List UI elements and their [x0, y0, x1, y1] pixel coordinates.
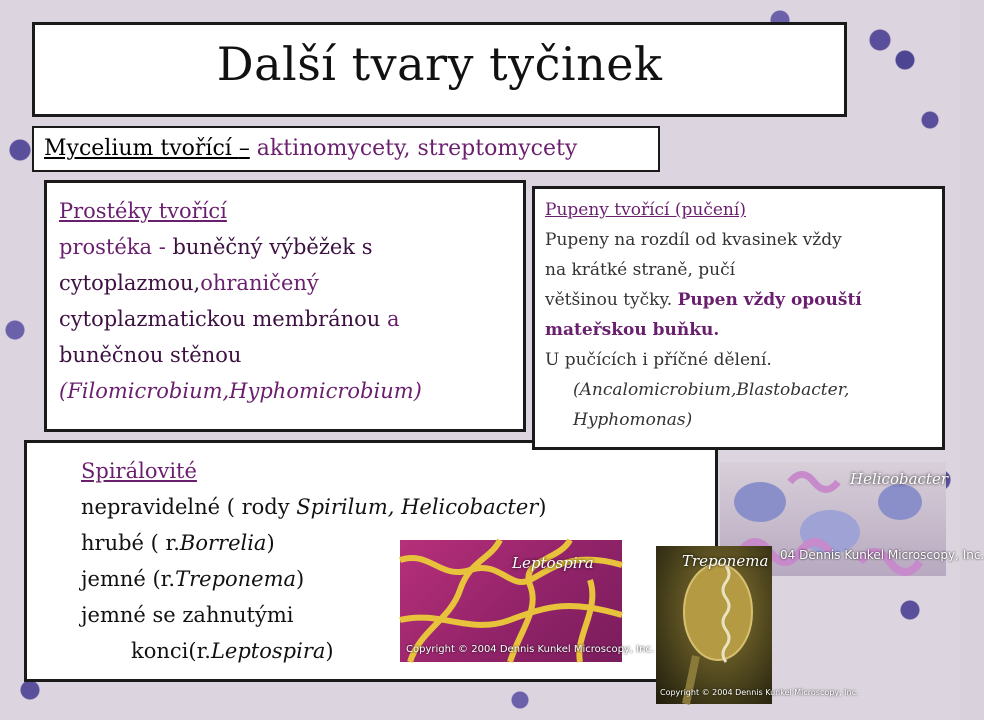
prosteky-line-2: cytoplazmou,ohraničený: [59, 271, 319, 295]
prosteky-line-3: cytoplazmatickou membránou a: [59, 307, 400, 331]
pupeny-line-2: na krátké straně, pučí: [545, 260, 736, 280]
pupeny-line-6: (Ancalomicrobium,Blastobacter,: [573, 380, 850, 400]
helicobacter-copyright: 04 Dennis Kunkel Microscopy, Inc.: [780, 548, 984, 562]
pupeny-line-4: mateřskou buňku.: [545, 320, 720, 340]
mycelium-heading: Mycelium tvořící –: [44, 136, 250, 161]
mycelium-text: aktinomycety, streptomycety: [249, 136, 578, 161]
pupeny-line-1: Pupeny na rozdíl od kvasinek vždy: [545, 230, 842, 250]
page-title: Další tvary tyčinek: [216, 37, 663, 91]
pupeny-line-3: většinou tyčky. Pupen vždy opouští: [545, 290, 862, 310]
spiralovite-line-5: konci(r.Leptospira): [131, 639, 334, 663]
mycelium-line: [44, 136, 577, 161]
leptospira-label: Leptospira: [512, 554, 594, 572]
helicobacter-label: Helicobacter: [850, 470, 949, 488]
prosteky-line-4: buněčnou stěnou: [59, 343, 242, 367]
prosteky-heading: Prostéky tvořící: [59, 199, 227, 223]
spiralovite-heading: Spirálovité: [81, 459, 197, 483]
pupeny-box: [532, 186, 945, 450]
prosteky-line-5: (Filomicrobium,Hyphomicrobium): [59, 379, 422, 403]
pupeny-content: [545, 195, 862, 435]
spiralovite-line-2: hrubé ( r.Borrelia): [81, 531, 275, 555]
prosteky-box: [44, 180, 526, 432]
leptospira-copyright: Copyright © 2004 Dennis Kunkel Microscopy, Inc.: [406, 644, 655, 655]
pupeny-line-7: Hyphomonas): [573, 410, 693, 430]
treponema-image: [656, 546, 859, 704]
spiralovite-line-4: jemné se zahnutými: [81, 603, 294, 627]
leptospira-image: [400, 540, 655, 662]
mycelium-box: [32, 126, 660, 172]
pupeny-heading: Pupeny tvořící (pučení): [545, 200, 746, 220]
prosteky-line-1: prostéka - buněčný výběžek s: [59, 235, 373, 259]
treponema-label: Treponema: [682, 552, 769, 570]
prosteky-content: [59, 193, 422, 409]
spiralovite-line-3: jemné (r.Treponema): [81, 567, 305, 591]
spiralovite-line-1: nepravidelné ( rody Spirilum, Helicobacter): [81, 495, 547, 519]
title-box: [32, 22, 847, 117]
pupeny-line-5: U pučících i příčné dělení.: [545, 350, 772, 370]
treponema-copyright: Copyright © 2004 Dennis Kunkel Microscopy, Inc.: [660, 688, 859, 697]
